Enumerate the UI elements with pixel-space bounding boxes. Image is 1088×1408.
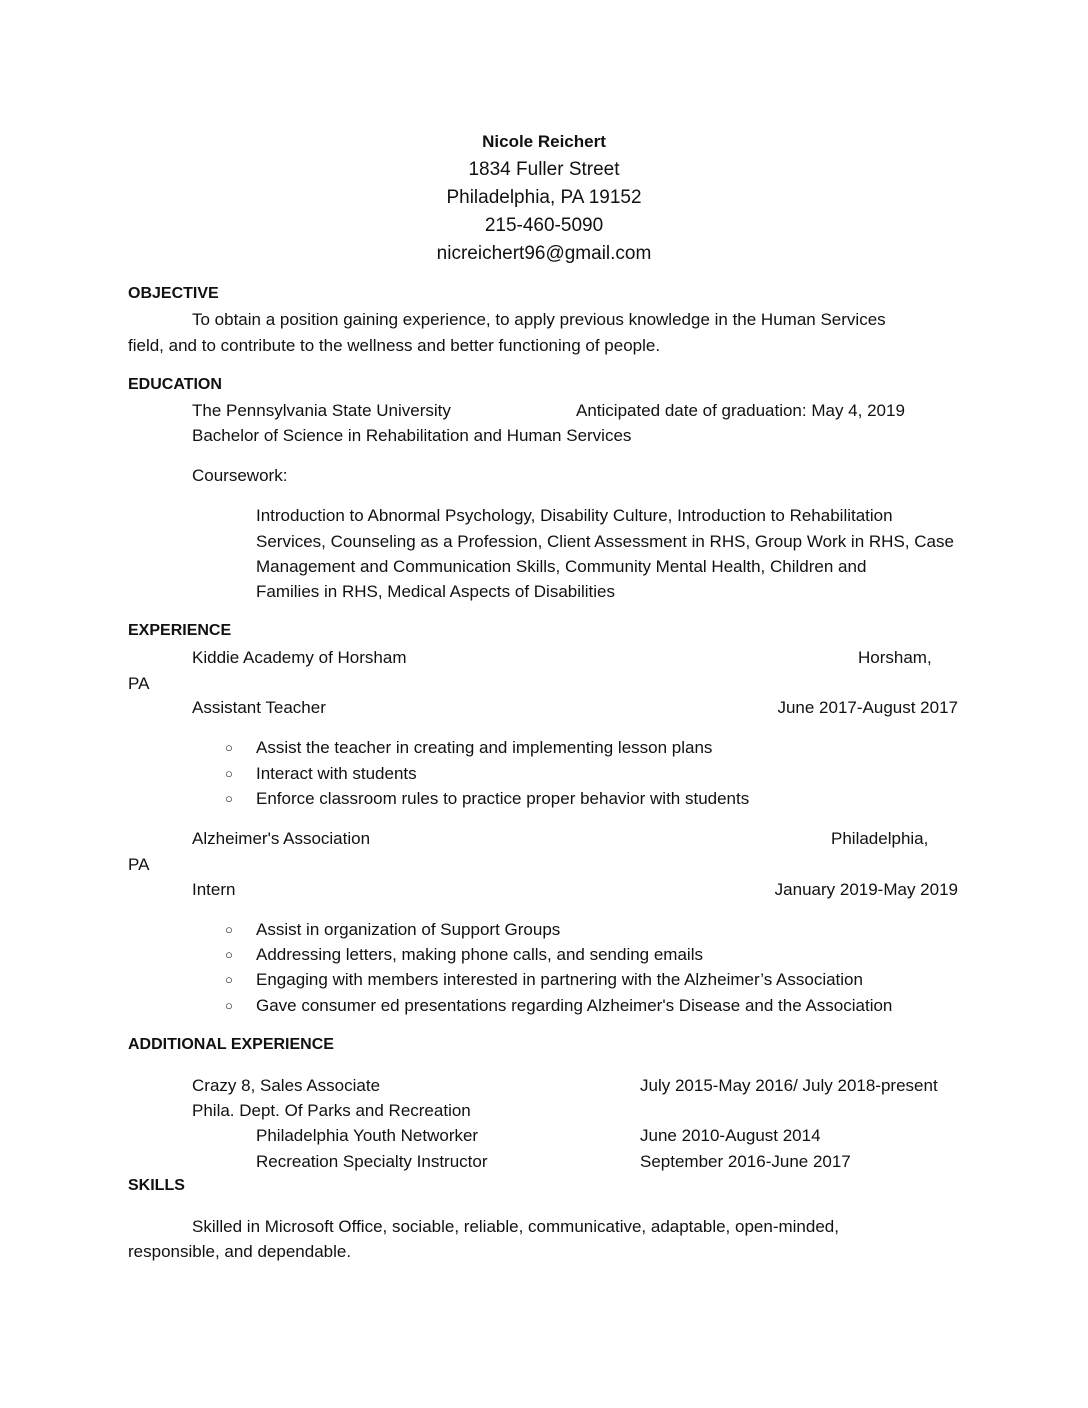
job-duty: Assist the teacher in creating and implementing lesson plans bbox=[256, 738, 713, 757]
coursework-label: Coursework: bbox=[192, 466, 288, 485]
additional-role: Philadelphia Youth Networker bbox=[256, 1126, 479, 1145]
objective-heading: OBJECTIVE bbox=[128, 285, 219, 302]
job-duty: Gave consumer ed presentations regarding Alzheimer's Disease and the Association bbox=[256, 996, 893, 1015]
skills-heading: SKILLS bbox=[128, 1177, 185, 1194]
job-location-state: PA bbox=[128, 674, 150, 693]
street-address: 1834 Fuller Street bbox=[468, 159, 620, 180]
additional-experience-heading: ADDITIONAL EXPERIENCE bbox=[128, 1036, 334, 1053]
bullet-icon: ○ bbox=[225, 972, 233, 987]
coursework-line: Families in RHS, Medical Aspects of Disabilities bbox=[256, 582, 616, 601]
job-dates: June 2017-August 2017 bbox=[777, 698, 958, 717]
objective-line-2: field, and to contribute to the wellness and better functioning of people. bbox=[128, 336, 661, 355]
coursework-line: Introduction to Abnormal Psychology, Disability Culture, Introduction to Rehabilitation bbox=[256, 506, 893, 525]
education-heading: EDUCATION bbox=[128, 376, 222, 393]
job-duty: Addressing letters, making phone calls, and sending emails bbox=[256, 945, 703, 964]
job-duty: Assist in organization of Support Groups bbox=[256, 920, 561, 939]
job-location: Philadelphia, bbox=[831, 829, 929, 848]
additional-dates: June 2010-August 2014 bbox=[640, 1126, 821, 1145]
bullet-icon: ○ bbox=[225, 922, 233, 937]
bullet-icon: ○ bbox=[225, 740, 233, 755]
job-duty: Interact with students bbox=[256, 764, 417, 783]
additional-role: Crazy 8, Sales Associate bbox=[192, 1076, 381, 1095]
objective-line-1: To obtain a position gaining experience, to apply previous knowledge in the Human Services bbox=[192, 310, 886, 329]
degree: Bachelor of Science in Rehabilitation and Human Services bbox=[192, 426, 632, 445]
coursework-line: Management and Communication Skills, Community Mental Health, Children and bbox=[256, 557, 867, 576]
additional-role: Phila. Dept. Of Parks and Recreation bbox=[192, 1101, 471, 1120]
coursework-line: Services, Counseling as a Profession, Client Assessment in RHS, Group Work in RHS, Case bbox=[256, 532, 954, 551]
additional-dates: September 2016-June 2017 bbox=[640, 1152, 851, 1171]
skills-line-1: Skilled in Microsoft Office, sociable, reliable, communicative, adaptable, open-minded, bbox=[192, 1217, 839, 1236]
graduation-date: Anticipated date of graduation: May 4, 2019 bbox=[576, 401, 905, 420]
bullet-icon: ○ bbox=[225, 766, 233, 781]
phone-number: 215-460-5090 bbox=[484, 215, 604, 236]
job-dates: January 2019-May 2019 bbox=[774, 880, 958, 899]
skills-line-2: responsible, and dependable. bbox=[128, 1242, 352, 1261]
school-name: The Pennsylvania State University bbox=[192, 401, 451, 420]
job-organization: Alzheimer's Association bbox=[192, 829, 371, 848]
email-address: nicreichert96@gmail.com bbox=[436, 243, 652, 264]
job-location: Horsham, bbox=[858, 648, 932, 667]
additional-dates: July 2015-May 2016/ July 2018-present bbox=[640, 1076, 938, 1095]
bullet-icon: ○ bbox=[225, 947, 233, 962]
job-location-state: PA bbox=[128, 855, 150, 874]
bullet-icon: ○ bbox=[225, 998, 233, 1013]
experience-heading: EXPERIENCE bbox=[128, 622, 232, 639]
job-title: Intern bbox=[192, 880, 236, 899]
bullet-icon: ○ bbox=[225, 791, 233, 806]
job-title: Assistant Teacher bbox=[192, 698, 326, 717]
additional-role: Recreation Specialty Instructor bbox=[256, 1152, 488, 1171]
job-organization: Kiddie Academy of Horsham bbox=[192, 648, 407, 667]
city-state-zip: Philadelphia, PA 19152 bbox=[446, 187, 642, 208]
applicant-name: Nicole Reichert bbox=[482, 132, 606, 151]
job-duty: Engaging with members interested in partnering with the Alzheimer’s Association bbox=[256, 970, 863, 989]
job-duty: Enforce classroom rules to practice proper behavior with students bbox=[256, 789, 750, 808]
